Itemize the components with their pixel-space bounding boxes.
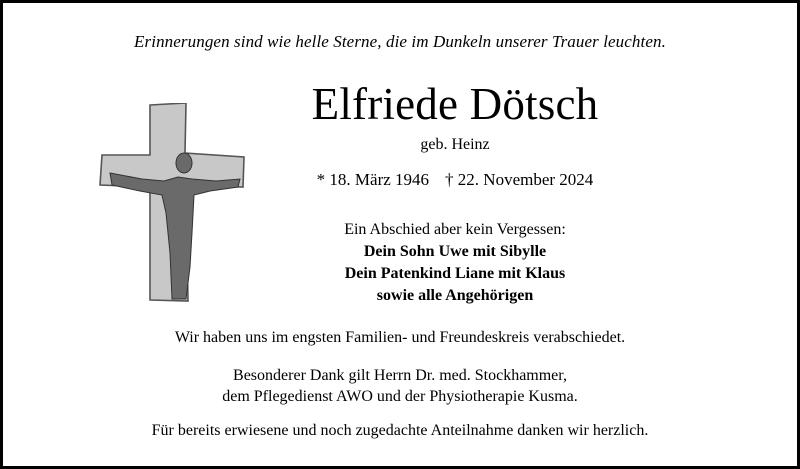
birth-date: * 18. März 1946 bbox=[316, 170, 430, 189]
mourners-block bbox=[290, 219, 620, 307]
mourner-line: sowie alle Angehörigen bbox=[376, 287, 534, 304]
thanks-line: Besonderer Dank gilt Herrn Dr. med. Stockhammer, bbox=[233, 367, 567, 384]
closing-note: Für bereits erwiesene und noch zugedachte Anteilnahme danken wir herzlich. bbox=[151, 422, 649, 439]
death-date: † 22. November 2024 bbox=[445, 170, 594, 189]
thanks-line: dem Pflegedienst AWO und der Physiotherapie Kusma. bbox=[222, 388, 578, 405]
cross-icon bbox=[98, 103, 246, 303]
mourner-line: Dein Sohn Uwe mit Sibylle bbox=[363, 243, 547, 260]
mourner-line: Dein Patenkind Liane mit Klaus bbox=[344, 265, 566, 282]
maiden-name: geb. Heinz bbox=[420, 136, 490, 153]
life-dates bbox=[290, 170, 620, 190]
farewell-note: Wir haben uns im engsten Familien- und Freundeskreis verabschiedet. bbox=[174, 329, 626, 346]
mourners-intro: Ein Abschied aber kein Vergessen: bbox=[344, 221, 566, 238]
deceased-name: Elfriede Dötsch bbox=[311, 79, 599, 129]
thanks-block bbox=[0, 365, 800, 407]
motto-quote: Erinnerungen sind wie helle Sterne, die im Dunkeln unserer Trauer leuchten. bbox=[134, 32, 666, 51]
